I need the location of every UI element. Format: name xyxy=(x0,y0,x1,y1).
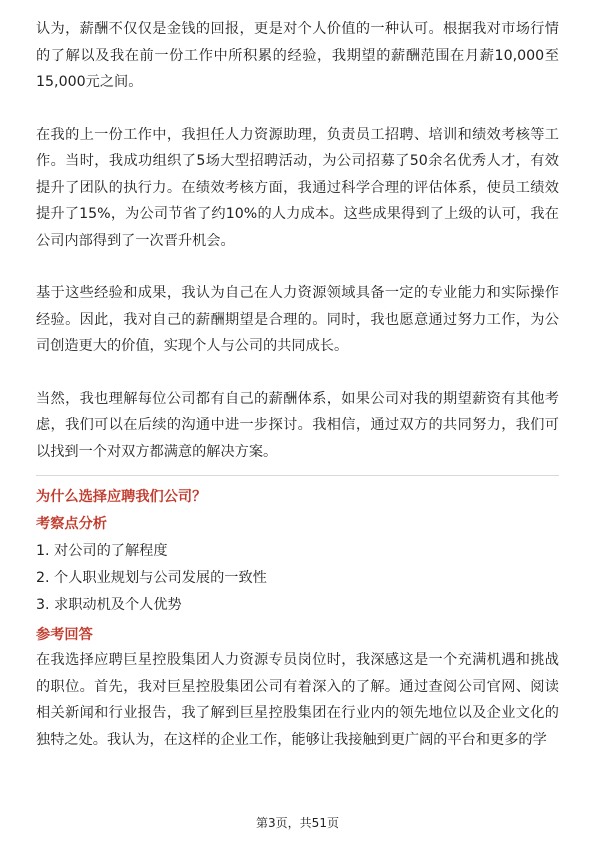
list-item: 2. 个人职业规划与公司发展的一致性 xyxy=(36,570,267,586)
page-number: 第3页，共51页 xyxy=(256,816,339,830)
question-title: 为什么选择应聘我们公司？ xyxy=(36,489,207,505)
section-divider xyxy=(36,475,559,476)
paragraph-salary-expectation: 认为，薪酬不仅仅是金钱的回报，更是对个人价值的一种认可。根据我对市场行情的了解以及我在前一份工作中所积累的经验，我期望的薪酬范围在月薪10,000至15,000元之间。 xyxy=(36,21,559,90)
paragraph-gap xyxy=(36,96,559,122)
analysis-list xyxy=(36,538,559,619)
paragraph-gap xyxy=(36,360,559,386)
list-item: 3. 求职动机及个人优势 xyxy=(36,597,182,613)
paragraph-gap xyxy=(36,254,559,280)
list-item: 1. 对公司的了解程度 xyxy=(36,543,168,559)
analysis-heading: 考察点分析 xyxy=(36,516,107,532)
paragraph-experience: 基于这些经验和成果，我认为自己在人力资源领域具备一定的专业能力和实际操作经验。因此，我对自己的薪酬期望是合理的。同时，我也愿意通过努力工作，为公司创造更大的价值，实现个人与公司的共同成长。 xyxy=(36,285,559,354)
paragraph-previous-work: 在我的上一份工作中，我担任人力资源助理，负责员工招聘、培训和绩效考核等工作。当时，我成功组织了5场大型招聘活动，为公司招募了50余名优秀人才，有效提升了团队的执行力。在绩效考核方面，我通过科学合理的评估体系，使员工绩效提升了15%，为公司节省了约10%的人力成本。这些成果得到了上级的认可，我在公司内部得到了一次晋升机会。 xyxy=(36,126,559,249)
paragraph-negotiation: 当然，我也理解每位公司都有自己的薪酬体系，如果公司对我的期望薪资有其他考虑，我们可以在后续的沟通中进一步探讨。我相信，通过双方的共同努力，我们可以找到一个对双方都满意的解决方案。 xyxy=(36,390,559,460)
answer-text: 在我选择应聘巨星控股集团人力资源专员岗位时，我深感这是一个充满机遇和挑战的职位。首先，我对巨星控股集团公司有着深入的了解。通过查阅公司官网、阅读相关新闻和行业报告，我了解到巨星控股集团在行业内的领先地位以及企业文化的独特之处。我认为，在这样的企业工作，能够让我接触到更广阔的平台和更多的学 xyxy=(36,652,559,748)
answer-heading: 参考回答 xyxy=(36,627,93,643)
page-content xyxy=(36,16,559,753)
